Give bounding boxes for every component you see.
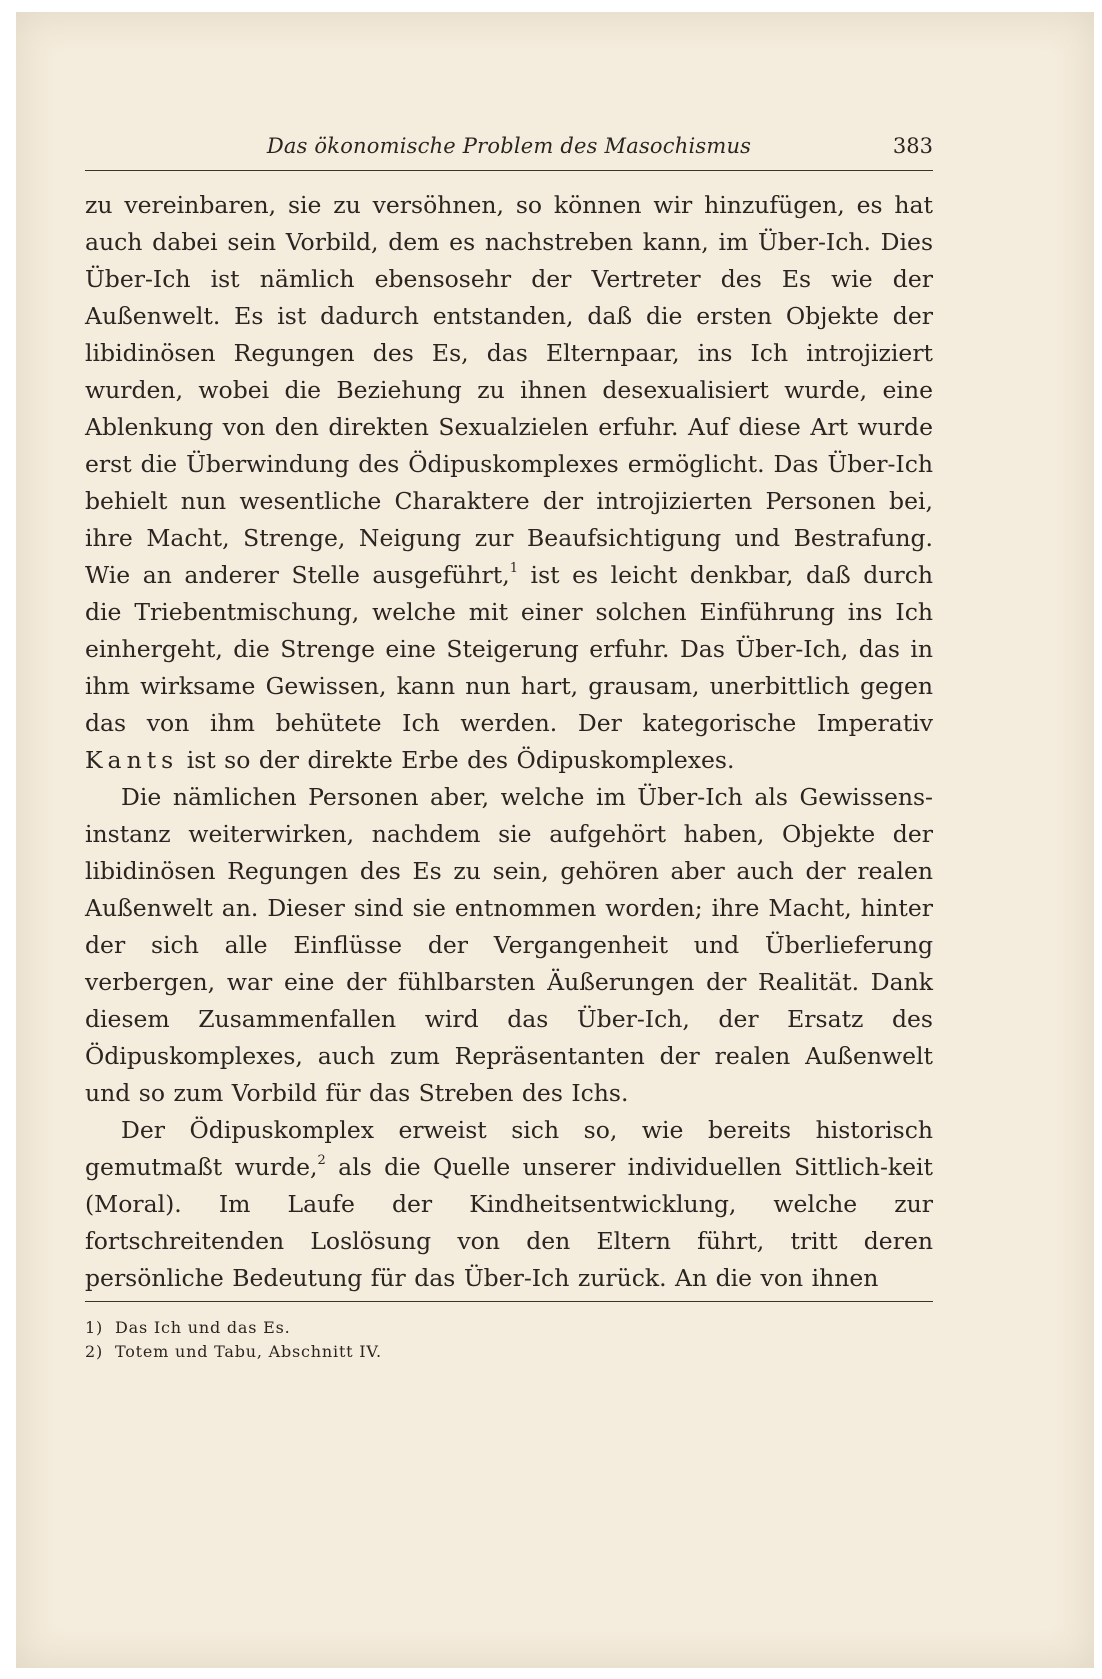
- footnote-2-text: Totem und Tabu, Abschnitt IV.: [115, 1342, 382, 1361]
- footnote-ref-1: 1: [509, 561, 518, 577]
- footnote-1: [85, 1316, 933, 1340]
- paragraph-1: [85, 187, 933, 779]
- book-page: [85, 132, 933, 1364]
- paragraph-1-text-c: ist so der direkte Erbe des Ödipuskomplexes.: [178, 746, 735, 774]
- footnote-divider: [85, 1301, 933, 1302]
- paragraph-3-text-b: als die Quelle unserer individuellen Sittlich-keit (Moral). Im Laufe der Kindheitsentwicklung, welche zur fortschreitenden Loslösung von den Eltern führt, tritt deren persönliche Bedeutung für das Über-Ich zurück. An die von ihnen: [85, 1153, 933, 1292]
- footnote-ref-2: 2: [317, 1153, 326, 1169]
- footnote-2-mark: 2): [85, 1342, 104, 1361]
- footnote-1-mark: 1): [85, 1318, 104, 1337]
- running-header: [85, 132, 933, 171]
- footnotes: [85, 1316, 933, 1364]
- paragraph-3: [85, 1112, 933, 1297]
- paragraph-1-text-b: ist es leicht denkbar, daß durch die Triebentmischung, welche mit einer solchen Einführung ins Ich einhergeht, die Strenge eine Steigerung erfuhr. Das Über-Ich, das in ihm wirksame Gewissen, kann nun hart, grausam, unerbittlich gegen das von ihm behütete Ich werden. Der kategorische Imperativ: [85, 561, 933, 737]
- body-text: [85, 187, 933, 1297]
- paragraph-2: Die nämlichen Personen aber, welche im Über-Ich als Gewissens-instanz weiterwirken, nachdem sie aufgehört haben, Objekte der libidinösen Regungen des Es zu sein, gehören aber auch der realen Außenwelt an. Dieser sind sie entnommen worden; ihre Macht, hinter der sich alle Einflüsse der Vergangenheit und Überlieferung verbergen, war eine der fühlbarsten Äußerungen der Realität. Dank diesem Zusammenfallen wird das Über-Ich, der Ersatz des Ödipuskomplexes, auch zum Repräsentanten der realen Außenwelt und so zum Vorbild für das Streben des Ichs.: [85, 783, 933, 1107]
- emphasized-name: Kants: [85, 746, 179, 774]
- paragraph-1-text-a: zu vereinbaren, sie zu versöhnen, so können wir hinzufügen, es hat auch dabei sein Vorbild, dem es nachstreben kann, im Über-Ich. Dies Über-Ich ist nämlich ebensosehr der Vertreter des Es wie der Außenwelt. Es ist dadurch entstanden, daß die ersten Objekte der libidinösen Regungen des Es, das Elternpaar, ins Ich introjiziert wurden, wobei die Beziehung zu ihnen desexualisiert wurde, eine Ablenkung von den direkten Sexualzielen erfuhr. Auf diese Art wurde erst die Überwindung des Ödipuskomplexes ermöglicht. Das Über-Ich behielt nun wesentliche Charaktere der introjizierten Personen bei, ihre Macht, Strenge, Neigung zur Beaufsichtigung und Bestrafung. Wie an anderer Stelle ausgeführt,: [85, 191, 933, 589]
- footnote-2: [85, 1340, 933, 1364]
- running-title: Das ökonomische Problem des Masochismus: [266, 134, 752, 158]
- footnote-1-text: Das Ich und das Es.: [115, 1318, 291, 1337]
- paragraph-3-text-a: Der Ödipuskomplex erweist sich so, wie bereits historisch gemutmaßt wurde,: [85, 1116, 933, 1181]
- page-number: 383: [892, 134, 933, 158]
